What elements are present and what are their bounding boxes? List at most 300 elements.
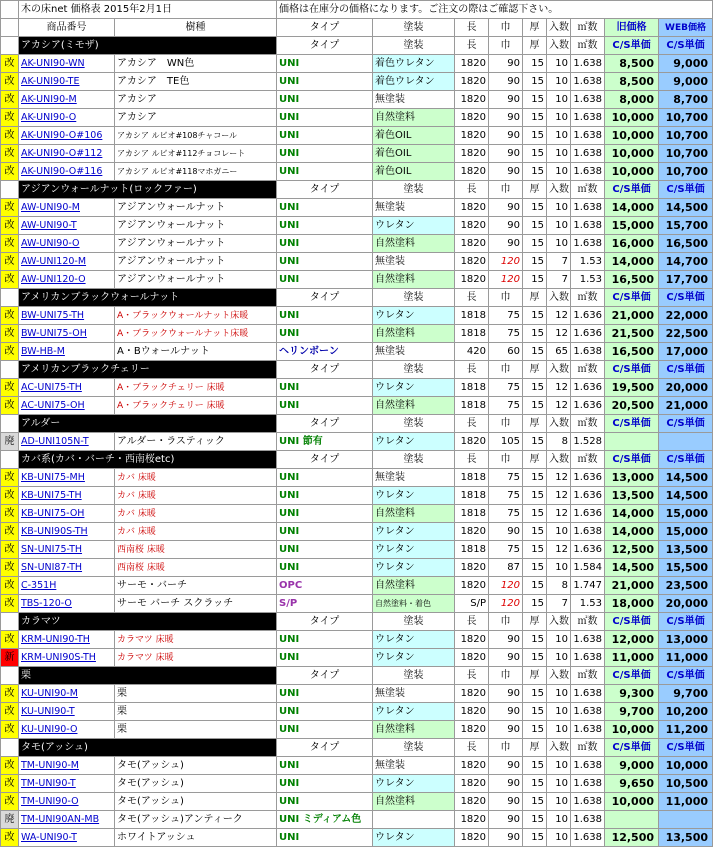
category-spacer <box>1 181 19 199</box>
length-value: 1818 <box>455 469 489 487</box>
type-value: UNI <box>277 775 373 793</box>
width-value: 90 <box>489 91 523 109</box>
area-value: 1.636 <box>571 469 605 487</box>
product-code-link[interactable]: AK-UNI90-M <box>19 91 115 109</box>
length-value: 1820 <box>455 199 489 217</box>
product-code-link[interactable]: SN-UNI87-TH <box>19 559 115 577</box>
type-value: UNI <box>277 703 373 721</box>
species-name: A・ブラックチェリー 床暖 <box>115 397 277 415</box>
old-price: 14,000 <box>605 523 659 541</box>
web-price: 10,500 <box>659 775 713 793</box>
area-value: 1.638 <box>571 163 605 181</box>
column-header-row <box>1 19 713 37</box>
width-value: 75 <box>489 541 523 559</box>
old-price: 21,000 <box>605 577 659 595</box>
old-price: 10,000 <box>605 793 659 811</box>
sheet-title: 木の床net 価格表 2015年2月1日 <box>19 1 277 19</box>
paint-value: ウレタン <box>373 541 455 559</box>
product-row <box>1 235 713 253</box>
width-value: 90 <box>489 703 523 721</box>
product-code-link[interactable]: AK-UNI90-O#116 <box>19 163 115 181</box>
product-row <box>1 343 713 361</box>
area-value: 1.638 <box>571 793 605 811</box>
quantity-value: 8 <box>547 577 571 595</box>
species-name: アカシア ルビオ#112チョコレート <box>115 145 277 163</box>
sub-header-web: C/S単価 <box>659 361 713 379</box>
length-value: 1820 <box>455 703 489 721</box>
product-code-link[interactable]: TM-UNI90AN-MB <box>19 811 115 829</box>
product-code-link[interactable]: TBS-120-O <box>19 595 115 613</box>
thickness-value: 15 <box>523 685 547 703</box>
product-code-link[interactable]: AW-UNI120-O <box>19 271 115 289</box>
sub-header-price: C/S単価 <box>605 181 659 199</box>
status-badge: 改 <box>1 757 19 775</box>
product-row <box>1 631 713 649</box>
thickness-value: 15 <box>523 199 547 217</box>
category-name: タモ(アッシュ) <box>19 739 277 757</box>
thickness-value: 15 <box>523 577 547 595</box>
width-value: 90 <box>489 721 523 739</box>
product-code-link[interactable]: AK-UNI90-O#112 <box>19 145 115 163</box>
product-code-link[interactable]: AK-UNI90-O <box>19 109 115 127</box>
species-name: カバ 床暖 <box>115 469 277 487</box>
product-row <box>1 55 713 73</box>
width-value: 90 <box>489 757 523 775</box>
sub-header-thick: 厚 <box>523 181 547 199</box>
thickness-value: 15 <box>523 541 547 559</box>
product-code-link[interactable]: AC-UNI75-TH <box>19 379 115 397</box>
thickness-value: 15 <box>523 559 547 577</box>
status-badge: 改 <box>1 343 19 361</box>
length-value: 1820 <box>455 811 489 829</box>
quantity-value: 10 <box>547 757 571 775</box>
type-value: ヘリンボーン <box>277 343 373 361</box>
old-price: 19,500 <box>605 379 659 397</box>
category-name: 栗 <box>19 667 277 685</box>
sub-header-price: C/S単価 <box>605 361 659 379</box>
thickness-value: 15 <box>523 145 547 163</box>
sub-header-thick: 厚 <box>523 613 547 631</box>
category-spacer <box>1 667 19 685</box>
stock-notice: 価格は在庫分の価格になります。ご注文の際はご確認下さい。 <box>277 1 713 19</box>
type-value: UNI <box>277 757 373 775</box>
type-value: UNI <box>277 793 373 811</box>
sub-header-paint: 塗装 <box>373 451 455 469</box>
old-price: 20,500 <box>605 397 659 415</box>
sub-header-area: ㎡数 <box>571 181 605 199</box>
status-badge: 改 <box>1 685 19 703</box>
width-value: 90 <box>489 55 523 73</box>
product-code-link[interactable]: AW-UNI120-M <box>19 253 115 271</box>
sub-header-len: 長 <box>455 415 489 433</box>
paint-value: 自然塗料 <box>373 235 455 253</box>
thickness-value: 15 <box>523 343 547 361</box>
species-name: 西南桜 床暖 <box>115 541 277 559</box>
area-value: 1.528 <box>571 433 605 451</box>
sub-header-qty: 入数 <box>547 451 571 469</box>
product-code-link[interactable]: KU-UNI90-M <box>19 685 115 703</box>
quantity-value: 7 <box>547 595 571 613</box>
sub-header-qty: 入数 <box>547 181 571 199</box>
type-value: UNI ミディアム色 <box>277 811 373 829</box>
web-price: 14,500 <box>659 469 713 487</box>
status-badge: 改 <box>1 487 19 505</box>
web-price: 17,700 <box>659 271 713 289</box>
sub-header-paint: 塗装 <box>373 739 455 757</box>
sub-header-web: C/S単価 <box>659 739 713 757</box>
product-code-link[interactable]: KB-UNI75-OH <box>19 505 115 523</box>
web-price: 10,200 <box>659 703 713 721</box>
type-value: UNI <box>277 631 373 649</box>
quantity-value: 12 <box>547 469 571 487</box>
product-code-link[interactable]: AK-UNI90-WN <box>19 55 115 73</box>
type-value: UNI <box>277 523 373 541</box>
product-code-link[interactable]: C-351H <box>19 577 115 595</box>
product-code-link[interactable]: AW-UNI90-T <box>19 217 115 235</box>
quantity-value: 12 <box>547 397 571 415</box>
paint-value: 自然塗料 <box>373 397 455 415</box>
area-value: 1.638 <box>571 145 605 163</box>
col-qty: 入数 <box>547 19 571 37</box>
species-name: 栗 <box>115 703 277 721</box>
category-spacer <box>1 289 19 307</box>
length-value: 1818 <box>455 505 489 523</box>
paint-value: ウレタン <box>373 523 455 541</box>
product-code-link[interactable]: TM-UNI90-O <box>19 793 115 811</box>
paint-value: ウレタン <box>373 217 455 235</box>
area-value: 1.638 <box>571 199 605 217</box>
length-value: 1820 <box>455 163 489 181</box>
old-price <box>605 811 659 829</box>
sub-header-area: ㎡数 <box>571 415 605 433</box>
area-value: 1.638 <box>571 127 605 145</box>
paint-value: ウレタン <box>373 649 455 667</box>
old-price: 16,500 <box>605 271 659 289</box>
web-price: 16,500 <box>659 235 713 253</box>
quantity-value: 10 <box>547 217 571 235</box>
status-badge: 改 <box>1 91 19 109</box>
quantity-value: 10 <box>547 235 571 253</box>
sub-header-price: C/S単価 <box>605 739 659 757</box>
thickness-value: 15 <box>523 595 547 613</box>
thickness-value: 15 <box>523 325 547 343</box>
quantity-value: 10 <box>547 559 571 577</box>
area-value: 1.638 <box>571 775 605 793</box>
type-value: UNI <box>277 307 373 325</box>
old-price: 12,500 <box>605 541 659 559</box>
product-row <box>1 793 713 811</box>
length-value: 1820 <box>455 55 489 73</box>
species-name: アカシア <box>115 109 277 127</box>
old-price: 13,500 <box>605 487 659 505</box>
product-code-link[interactable]: BW-UNI75-OH <box>19 325 115 343</box>
old-price: 13,000 <box>605 469 659 487</box>
type-value: UNI <box>277 91 373 109</box>
paint-value: 無塗装 <box>373 757 455 775</box>
product-code-link[interactable]: KB-UNI75-MH <box>19 469 115 487</box>
width-value: 90 <box>489 829 523 847</box>
sub-header-type: タイプ <box>277 667 373 685</box>
category-header-row <box>1 289 713 307</box>
length-value: 1820 <box>455 73 489 91</box>
species-name: アジアンウォールナット <box>115 271 277 289</box>
sub-header-web: C/S単価 <box>659 667 713 685</box>
old-price: 16,500 <box>605 343 659 361</box>
sub-header-area: ㎡数 <box>571 289 605 307</box>
category-spacer <box>1 37 19 55</box>
area-value: 1.53 <box>571 253 605 271</box>
paint-value: 自然塗料 <box>373 325 455 343</box>
width-value: 75 <box>489 325 523 343</box>
old-price: 16,000 <box>605 235 659 253</box>
product-code-link[interactable]: AK-UNI90-TE <box>19 73 115 91</box>
web-price <box>659 433 713 451</box>
species-name: カバ 床暖 <box>115 523 277 541</box>
paint-value: 自然塗料 <box>373 793 455 811</box>
product-code-link[interactable]: KB-UNI75-TH <box>19 487 115 505</box>
status-badge: 改 <box>1 109 19 127</box>
length-value: 1820 <box>455 271 489 289</box>
thickness-value: 15 <box>523 55 547 73</box>
old-price: 9,700 <box>605 703 659 721</box>
category-name: アジアンウォールナット(ロックファー) <box>19 181 277 199</box>
length-value: 1820 <box>455 649 489 667</box>
length-value: 1820 <box>455 145 489 163</box>
product-row <box>1 127 713 145</box>
sub-header-area: ㎡数 <box>571 451 605 469</box>
old-price: 14,000 <box>605 199 659 217</box>
sub-header-thick: 厚 <box>523 289 547 307</box>
area-value: 1.638 <box>571 829 605 847</box>
web-price: 15,000 <box>659 505 713 523</box>
category-header-row <box>1 415 713 433</box>
col-species: 樹種 <box>115 19 277 37</box>
sub-header-len: 長 <box>455 181 489 199</box>
quantity-value: 12 <box>547 487 571 505</box>
paint-value: 着色OIL <box>373 145 455 163</box>
thickness-value: 15 <box>523 703 547 721</box>
width-value: 75 <box>489 505 523 523</box>
product-code-link[interactable]: KB-UNI90S-TH <box>19 523 115 541</box>
area-value: 1.636 <box>571 541 605 559</box>
species-name: カバ 床暖 <box>115 505 277 523</box>
category-name: アメリカンブラックウォールナット <box>19 289 277 307</box>
old-price: 9,000 <box>605 757 659 775</box>
category-header-row <box>1 181 713 199</box>
sub-header-len: 長 <box>455 361 489 379</box>
sub-header-qty: 入数 <box>547 613 571 631</box>
old-price: 14,000 <box>605 253 659 271</box>
paint-value: ウレタン <box>373 487 455 505</box>
length-value: 1820 <box>455 829 489 847</box>
thickness-value: 15 <box>523 307 547 325</box>
web-price: 10,700 <box>659 163 713 181</box>
web-price: 14,500 <box>659 487 713 505</box>
area-value: 1.636 <box>571 325 605 343</box>
length-value: 1820 <box>455 685 489 703</box>
col-paint: 塗装 <box>373 19 455 37</box>
sub-header-qty: 入数 <box>547 739 571 757</box>
width-value: 120 <box>489 595 523 613</box>
old-price: 10,000 <box>605 109 659 127</box>
thickness-value: 15 <box>523 775 547 793</box>
sub-header-paint: 塗装 <box>373 415 455 433</box>
quantity-value: 10 <box>547 199 571 217</box>
sub-header-price: C/S単価 <box>605 289 659 307</box>
product-code-link[interactable]: BW-UNI75-TH <box>19 307 115 325</box>
width-value: 90 <box>489 523 523 541</box>
length-value: 1818 <box>455 541 489 559</box>
type-value: UNI <box>277 253 373 271</box>
category-header-row <box>1 667 713 685</box>
status-badge: 改 <box>1 721 19 739</box>
col-len: 長 <box>455 19 489 37</box>
width-value: 90 <box>489 127 523 145</box>
old-price: 8,000 <box>605 91 659 109</box>
paint-value: 自然塗料 <box>373 109 455 127</box>
web-price: 10,700 <box>659 127 713 145</box>
sub-header-width: 巾 <box>489 415 523 433</box>
paint-value: ウレタン <box>373 559 455 577</box>
thickness-value: 15 <box>523 379 547 397</box>
length-value: 1820 <box>455 721 489 739</box>
product-code-link[interactable]: AW-UNI90-O <box>19 235 115 253</box>
thickness-value: 15 <box>523 433 547 451</box>
length-value: 1820 <box>455 559 489 577</box>
web-price: 10,700 <box>659 145 713 163</box>
sub-header-len: 長 <box>455 613 489 631</box>
category-spacer <box>1 451 19 469</box>
product-row <box>1 541 713 559</box>
product-code-link[interactable]: KU-UNI90-O <box>19 721 115 739</box>
width-value: 90 <box>489 73 523 91</box>
old-price: 12,500 <box>605 829 659 847</box>
length-value: 1820 <box>455 793 489 811</box>
sub-header-width: 巾 <box>489 451 523 469</box>
product-code-link[interactable]: TM-UNI90-T <box>19 775 115 793</box>
product-code-link[interactable]: TM-UNI90-M <box>19 757 115 775</box>
width-value: 90 <box>489 217 523 235</box>
product-row <box>1 487 713 505</box>
area-value: 1.638 <box>571 631 605 649</box>
length-value: 1818 <box>455 325 489 343</box>
old-price: 8,500 <box>605 55 659 73</box>
product-code-link[interactable]: AW-UNI90-M <box>19 199 115 217</box>
paint-value: 自然塗料 <box>373 721 455 739</box>
sub-header-thick: 厚 <box>523 451 547 469</box>
thickness-value: 15 <box>523 217 547 235</box>
length-value: 1820 <box>455 757 489 775</box>
species-name: アジアンウォールナット <box>115 217 277 235</box>
sub-header-web: C/S単価 <box>659 181 713 199</box>
status-badge: 廃 <box>1 811 19 829</box>
quantity-value: 10 <box>547 721 571 739</box>
sub-header-width: 巾 <box>489 289 523 307</box>
product-code-link[interactable]: KRM-UNI90S-TH <box>19 649 115 667</box>
product-row <box>1 757 713 775</box>
category-spacer <box>1 613 19 631</box>
status-badge: 改 <box>1 577 19 595</box>
product-code-link[interactable]: SN-UNI75-TH <box>19 541 115 559</box>
product-code-link[interactable]: KU-UNI90-T <box>19 703 115 721</box>
sub-header-web: C/S単価 <box>659 415 713 433</box>
species-name: アカシア WN色 <box>115 55 277 73</box>
type-value: UNI <box>277 685 373 703</box>
thickness-value: 15 <box>523 721 547 739</box>
type-value: UNI <box>277 109 373 127</box>
length-value: 420 <box>455 343 489 361</box>
category-spacer <box>1 739 19 757</box>
paint-value: 自然塗料・着色 <box>373 595 455 613</box>
web-price: 11,000 <box>659 793 713 811</box>
sub-header-width: 巾 <box>489 739 523 757</box>
quantity-value: 12 <box>547 325 571 343</box>
product-code-link[interactable]: WA-UNI90-T <box>19 829 115 847</box>
quantity-value: 10 <box>547 523 571 541</box>
product-row <box>1 523 713 541</box>
col-code: 商品番号 <box>19 19 115 37</box>
product-code-link[interactable]: AC-UNI75-OH <box>19 397 115 415</box>
sub-header-area: ㎡数 <box>571 361 605 379</box>
product-row <box>1 199 713 217</box>
species-name: アルダー・ラスティック <box>115 433 277 451</box>
type-value: UNI 節有 <box>277 433 373 451</box>
length-value: 1820 <box>455 235 489 253</box>
status-badge: 改 <box>1 595 19 613</box>
area-value: 1.638 <box>571 703 605 721</box>
product-code-link[interactable]: BW-HB-M <box>19 343 115 361</box>
product-code-link[interactable]: KRM-UNI90-TH <box>19 631 115 649</box>
product-code-link[interactable]: AD-UNI105N-T <box>19 433 115 451</box>
length-value: 1820 <box>455 577 489 595</box>
paint-value: 着色ウレタン <box>373 73 455 91</box>
thickness-value: 15 <box>523 829 547 847</box>
paint-value: 無塗装 <box>373 685 455 703</box>
area-value: 1.638 <box>571 55 605 73</box>
product-row <box>1 469 713 487</box>
quantity-value: 10 <box>547 163 571 181</box>
type-value: UNI <box>277 649 373 667</box>
status-badge: 改 <box>1 145 19 163</box>
product-row <box>1 163 713 181</box>
thickness-value: 15 <box>523 793 547 811</box>
web-price: 20,000 <box>659 595 713 613</box>
thickness-value: 15 <box>523 631 547 649</box>
quantity-value: 7 <box>547 271 571 289</box>
category-header-row <box>1 739 713 757</box>
old-price: 10,000 <box>605 163 659 181</box>
sub-header-qty: 入数 <box>547 667 571 685</box>
web-price: 13,000 <box>659 631 713 649</box>
sub-header-type: タイプ <box>277 361 373 379</box>
area-value: 1.53 <box>571 271 605 289</box>
species-name: アジアンウォールナット <box>115 199 277 217</box>
product-row <box>1 73 713 91</box>
quantity-value: 10 <box>547 793 571 811</box>
quantity-value: 12 <box>547 541 571 559</box>
type-value: UNI <box>277 199 373 217</box>
thickness-value: 15 <box>523 523 547 541</box>
species-name: タモ(アッシュ) <box>115 775 277 793</box>
width-value: 90 <box>489 109 523 127</box>
sub-header-width: 巾 <box>489 361 523 379</box>
product-code-link[interactable]: AK-UNI90-O#106 <box>19 127 115 145</box>
status-badge: 改 <box>1 469 19 487</box>
web-price: 14,500 <box>659 199 713 217</box>
old-price <box>605 433 659 451</box>
sub-header-type: タイプ <box>277 613 373 631</box>
sub-header-web: C/S単価 <box>659 451 713 469</box>
